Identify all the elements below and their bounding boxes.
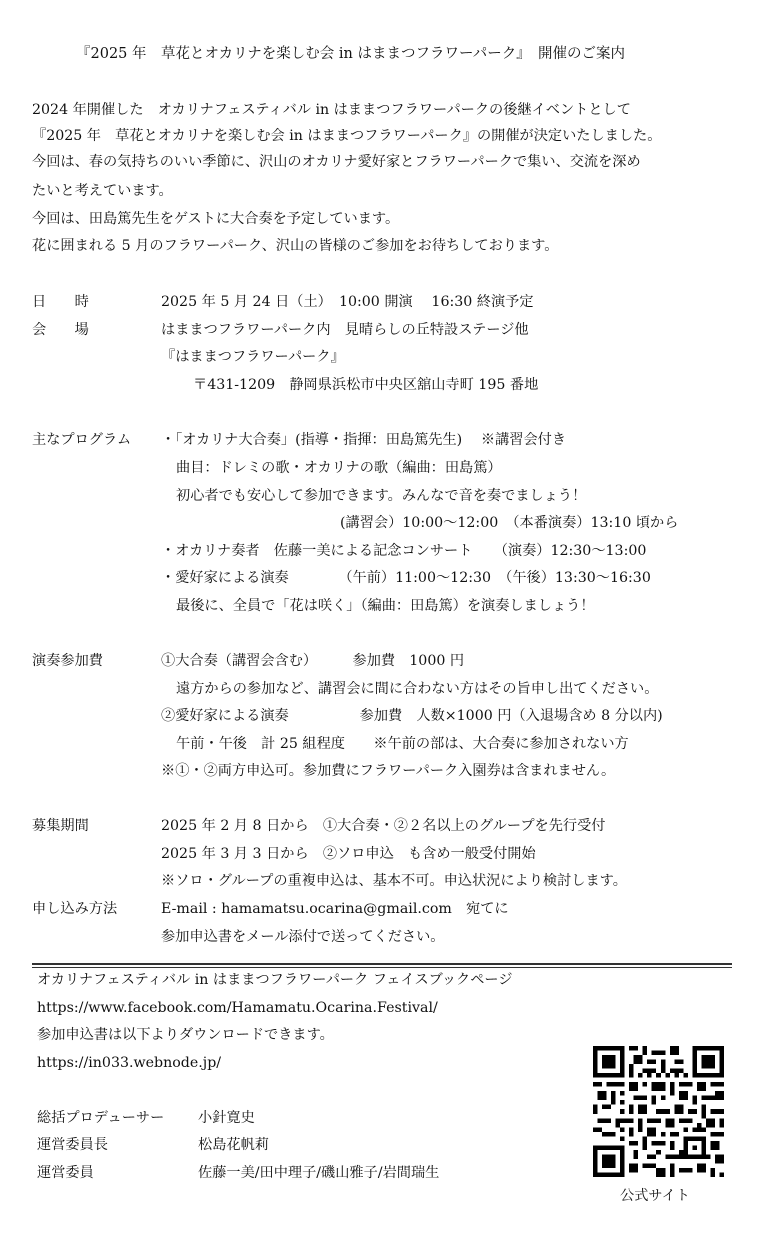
staff-role: 総括プロデューサー (37, 1110, 165, 1126)
intro-line: 2024 年開催した オカリナフェスティバル in はままつフラワーパークの後継イベントとして (32, 102, 631, 118)
venue-label: 会 場 (32, 322, 89, 338)
apply-email[interactable]: E-mail : hamamatsu.ocarina@gmail.com 宛てに (161, 901, 509, 917)
datetime-value: 2025 年 5 月 24 日（土） 10:00 開演 16:30 終演予定 (161, 294, 534, 310)
program-line: ・オカリナ奏者 佐藤一美による記念コンサート （演奏）12:30～13:00 (161, 543, 647, 559)
venue-address: 〒431-1209 静岡県浜松市中央区舘山寺町 195 番地 (193, 377, 539, 393)
staff-name: 佐藤一美/田中理子/磯山雅子/岩間瑞生 (198, 1165, 440, 1181)
program-line: ・「オカリナ大合奏」(指導・指揮：田島篤先生) ※講習会付き (161, 432, 567, 448)
intro-line: 『2025 年 草花とオカリナを楽しむ会 in はままつフラワーパーク』の開催が決定いたしました。 (32, 128, 662, 144)
fee-line: ②愛好家による演奏 参加費 人数×1000 円（入退場含め 8 分以内) (161, 708, 663, 724)
program-line: (講習会）10:00～12:00 （本番演奏）13:10 頃から (340, 515, 679, 531)
fee-line: ①大合奏（講習会含む） 参加費 1000 円 (161, 653, 465, 669)
facebook-page-title: オカリナフェスティバル in はままつフラワーパーク フェイスブックページ (37, 972, 513, 988)
recruit-line: ※ソロ・グループの重複申込は、基本不可。申込状況により検討します。 (161, 873, 627, 889)
program-line: 最後に、全員で「花は咲く」（編曲：田島篤）を演奏しましょう！ (176, 598, 595, 614)
divider (32, 963, 732, 965)
qr-code-icon[interactable] (593, 1046, 724, 1177)
recruit-line: 2025 年 3 月 3 日から ②ソロ申込 も含め一般受付開始 (161, 846, 536, 862)
intro-line: 花に囲まれる 5 月のフラワーパーク、沢山の皆様のご参加をお待ちしております。 (32, 238, 559, 254)
fee-line: 遠方からの参加など、講習会に間に合わない方はその旨申し出てください。 (176, 681, 659, 697)
intro-line: たいと考えています。 (32, 183, 173, 199)
divider (32, 967, 732, 968)
staff-role: 運営委員長 (37, 1137, 108, 1153)
program-label: 主なプログラム (32, 432, 132, 448)
venue-line: 『はままつフラワーパーク』 (161, 349, 345, 365)
program-line: 初心者でも安心して参加できます。みんなで音を奏でましょう！ (176, 488, 587, 504)
staff-name: 松島花帆莉 (198, 1137, 269, 1153)
program-line: ・愛好家による演奏 （午前）11:00～12:30 （午後）13:30～16:30 (161, 570, 651, 586)
fee-label: 演奏参加費 (32, 653, 103, 669)
fee-line: ※①・②両方申込可。参加費にフラワーパーク入園券は含まれません。 (161, 763, 616, 779)
venue-line: はままつフラワーパーク内 見晴らしの丘特設ステージ他 (161, 322, 529, 338)
program-line: 曲目：ドレミの歌・オカリナの歌（編曲：田島篤） (176, 460, 502, 476)
staff-role: 運営委員 (37, 1165, 94, 1181)
recruit-label: 募集期間 (32, 818, 89, 834)
facebook-link[interactable]: https://www.facebook.com/Hamamatu.Ocarina.Festival/ (37, 1000, 438, 1016)
download-link[interactable]: https://in033.webnode.jp/ (37, 1055, 222, 1071)
intro-line: 今回は、春の気持ちのいい季節に、沢山のオカリナ愛好家とフラワーパークで集い、交流を深め (32, 154, 641, 170)
fee-line: 午前・午後 計 25 組程度 ※午前の部は、大合奏に参加されない方 (176, 736, 629, 752)
recruit-line: 2025 年 2 月 8 日から ①大合奏・②２名以上のグループを先行受付 (161, 818, 606, 834)
staff-name: 小針寛史 (198, 1110, 255, 1126)
page-title: 『2025 年 草花とオカリナを楽しむ会 in はままつフラワーパーク』 開催のご案内 (76, 46, 626, 62)
datetime-label: 日 時 (32, 294, 89, 310)
apply-label: 申し込み方法 (32, 901, 118, 917)
download-note: 参加申込書は以下よりダウンロードできます。 (37, 1027, 334, 1043)
qr-caption: 公式サイト (620, 1188, 690, 1204)
intro-line: 今回は、田島篤先生をゲストに大合奏を予定しています。 (32, 211, 400, 227)
apply-line: 参加申込書をメール添付で送ってください。 (161, 929, 445, 945)
